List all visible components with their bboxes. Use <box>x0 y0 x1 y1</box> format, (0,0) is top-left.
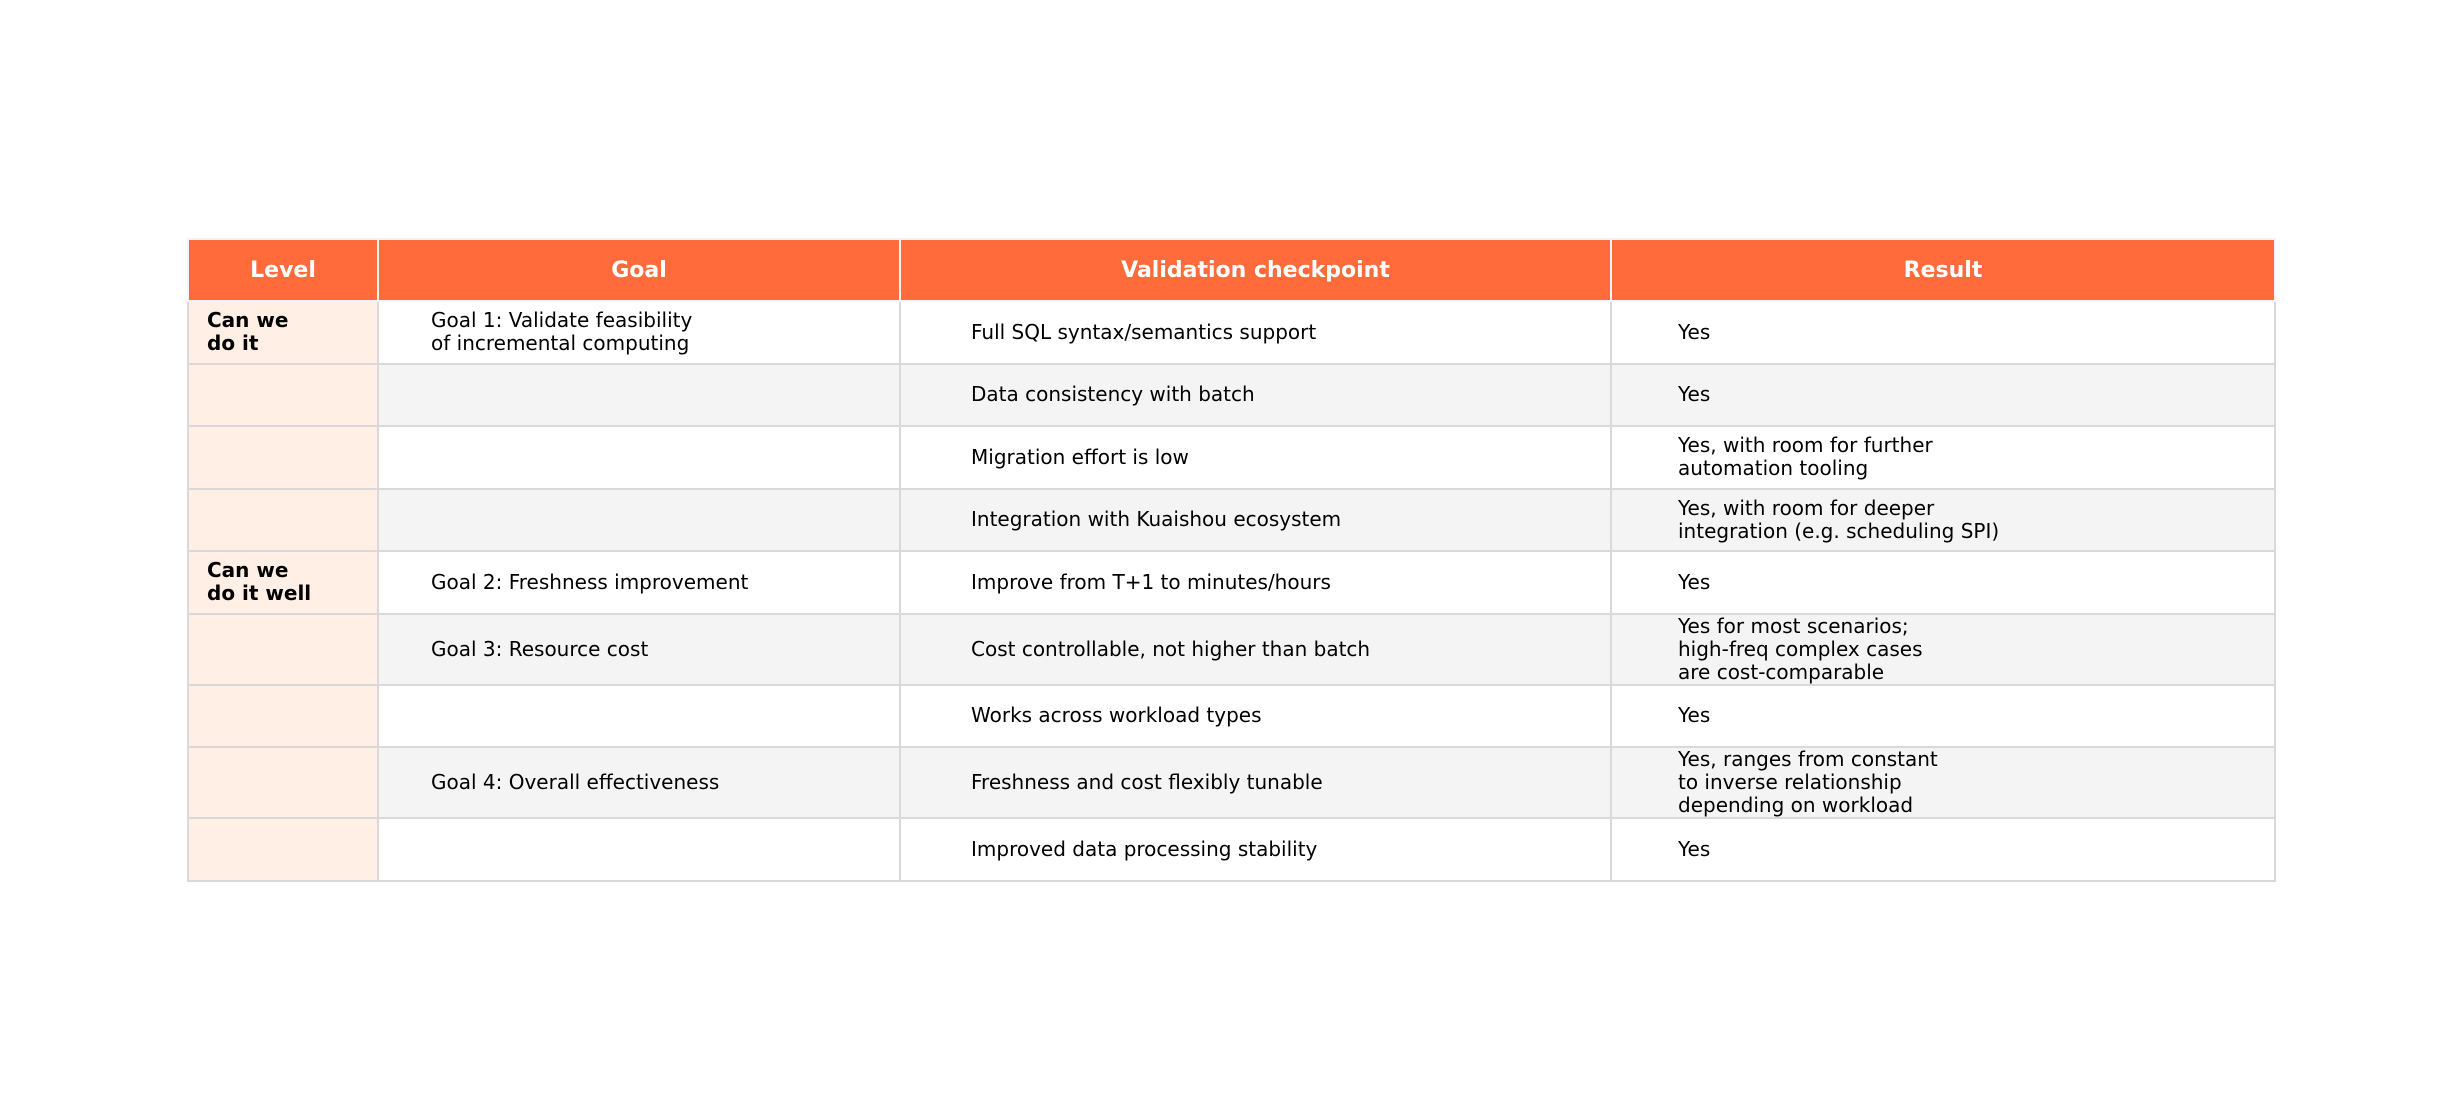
level-cell <box>188 747 378 818</box>
table-body <box>188 301 2275 881</box>
checkpoint-cell <box>900 551 1611 614</box>
table-row <box>188 614 2275 685</box>
result-cell <box>1611 551 2275 614</box>
goal-cell-text: Goal 2: Freshness improvement <box>431 569 749 594</box>
checkpoint-cell <box>900 301 1611 364</box>
column-header-goal: Goal <box>378 239 900 301</box>
checkpoint-cell-text: Improve from T+1 to minutes/hours <box>971 569 1331 594</box>
result-cell <box>1611 685 2275 748</box>
goal-cell <box>378 489 900 552</box>
level-cell <box>188 551 378 614</box>
result-cell-text: Yes <box>1678 382 1711 407</box>
goal-cell <box>378 747 900 818</box>
table-row <box>188 426 2275 489</box>
level-cell <box>188 301 378 364</box>
checkpoint-cell-text: Improved data processing stability <box>971 836 1318 861</box>
result-cell-text: Yes, ranges from constant to inverse relationship depending on workload <box>1678 747 1938 817</box>
result-cell <box>1611 301 2275 364</box>
goal-cell <box>378 551 900 614</box>
goal-cell-text: Goal 3: Resource cost <box>431 636 649 661</box>
result-cell <box>1611 614 2275 685</box>
table-row <box>188 818 2275 881</box>
validation-table <box>187 238 2276 882</box>
goal-cell <box>378 818 900 881</box>
level-cell-text: Can we do it <box>207 308 289 356</box>
table-row <box>188 364 2275 427</box>
table-row <box>188 489 2275 552</box>
checkpoint-cell <box>900 426 1611 489</box>
result-cell-text: Yes, with room for further automation tooling <box>1678 433 1933 481</box>
checkpoint-cell <box>900 747 1611 818</box>
result-cell-text: Yes <box>1678 703 1711 728</box>
checkpoint-cell-text: Data consistency with batch <box>971 382 1255 407</box>
result-cell <box>1611 818 2275 881</box>
checkpoint-cell <box>900 685 1611 748</box>
checkpoint-cell-text: Integration with Kuaishou ecosystem <box>971 507 1342 532</box>
result-cell <box>1611 426 2275 489</box>
goal-cell-text: Goal 1: Validate feasibility of incremental computing <box>431 308 693 356</box>
level-cell <box>188 818 378 881</box>
column-header-level: Level <box>188 239 378 301</box>
checkpoint-cell-text: Migration effort is low <box>971 444 1189 469</box>
table-row <box>188 685 2275 748</box>
table-row <box>188 301 2275 364</box>
checkpoint-cell-text: Cost controllable, not higher than batch <box>971 636 1371 661</box>
result-cell <box>1611 364 2275 427</box>
table-row <box>188 551 2275 614</box>
checkpoint-cell <box>900 614 1611 685</box>
result-cell-text: Yes <box>1678 836 1711 861</box>
level-cell <box>188 364 378 427</box>
checkpoint-cell <box>900 489 1611 552</box>
level-cell <box>188 489 378 552</box>
level-cell-text: Can we do it well <box>207 558 312 606</box>
result-cell <box>1611 747 2275 818</box>
checkpoint-cell-text: Works across workload types <box>971 703 1262 728</box>
checkpoint-cell <box>900 818 1611 881</box>
checkpoint-cell-text: Freshness and cost flexibly tunable <box>971 770 1323 794</box>
table-header-row <box>188 239 2275 301</box>
goal-cell <box>378 364 900 427</box>
column-header-result: Result <box>1611 239 2275 301</box>
result-cell-text: Yes <box>1678 569 1711 594</box>
goal-cell <box>378 426 900 489</box>
goal-cell <box>378 301 900 364</box>
level-cell <box>188 685 378 748</box>
level-cell <box>188 614 378 685</box>
goal-cell-text: Goal 4: Overall effectiveness <box>431 770 720 794</box>
goal-cell <box>378 614 900 685</box>
goal-cell <box>378 685 900 748</box>
column-header-validation-checkpoint: Validation checkpoint <box>900 239 1611 301</box>
checkpoint-cell-text: Full SQL syntax/semantics support <box>971 319 1317 344</box>
table-row <box>188 747 2275 818</box>
result-cell-text: Yes, with room for deeper integration (e.g. scheduling SPI) <box>1678 495 2000 543</box>
checkpoint-cell <box>900 364 1611 427</box>
level-cell <box>188 426 378 489</box>
result-cell-text: Yes <box>1678 319 1711 344</box>
result-cell <box>1611 489 2275 552</box>
result-cell-text: Yes for most scenarios; high-freq complex cases are cost-comparable <box>1678 613 1923 684</box>
